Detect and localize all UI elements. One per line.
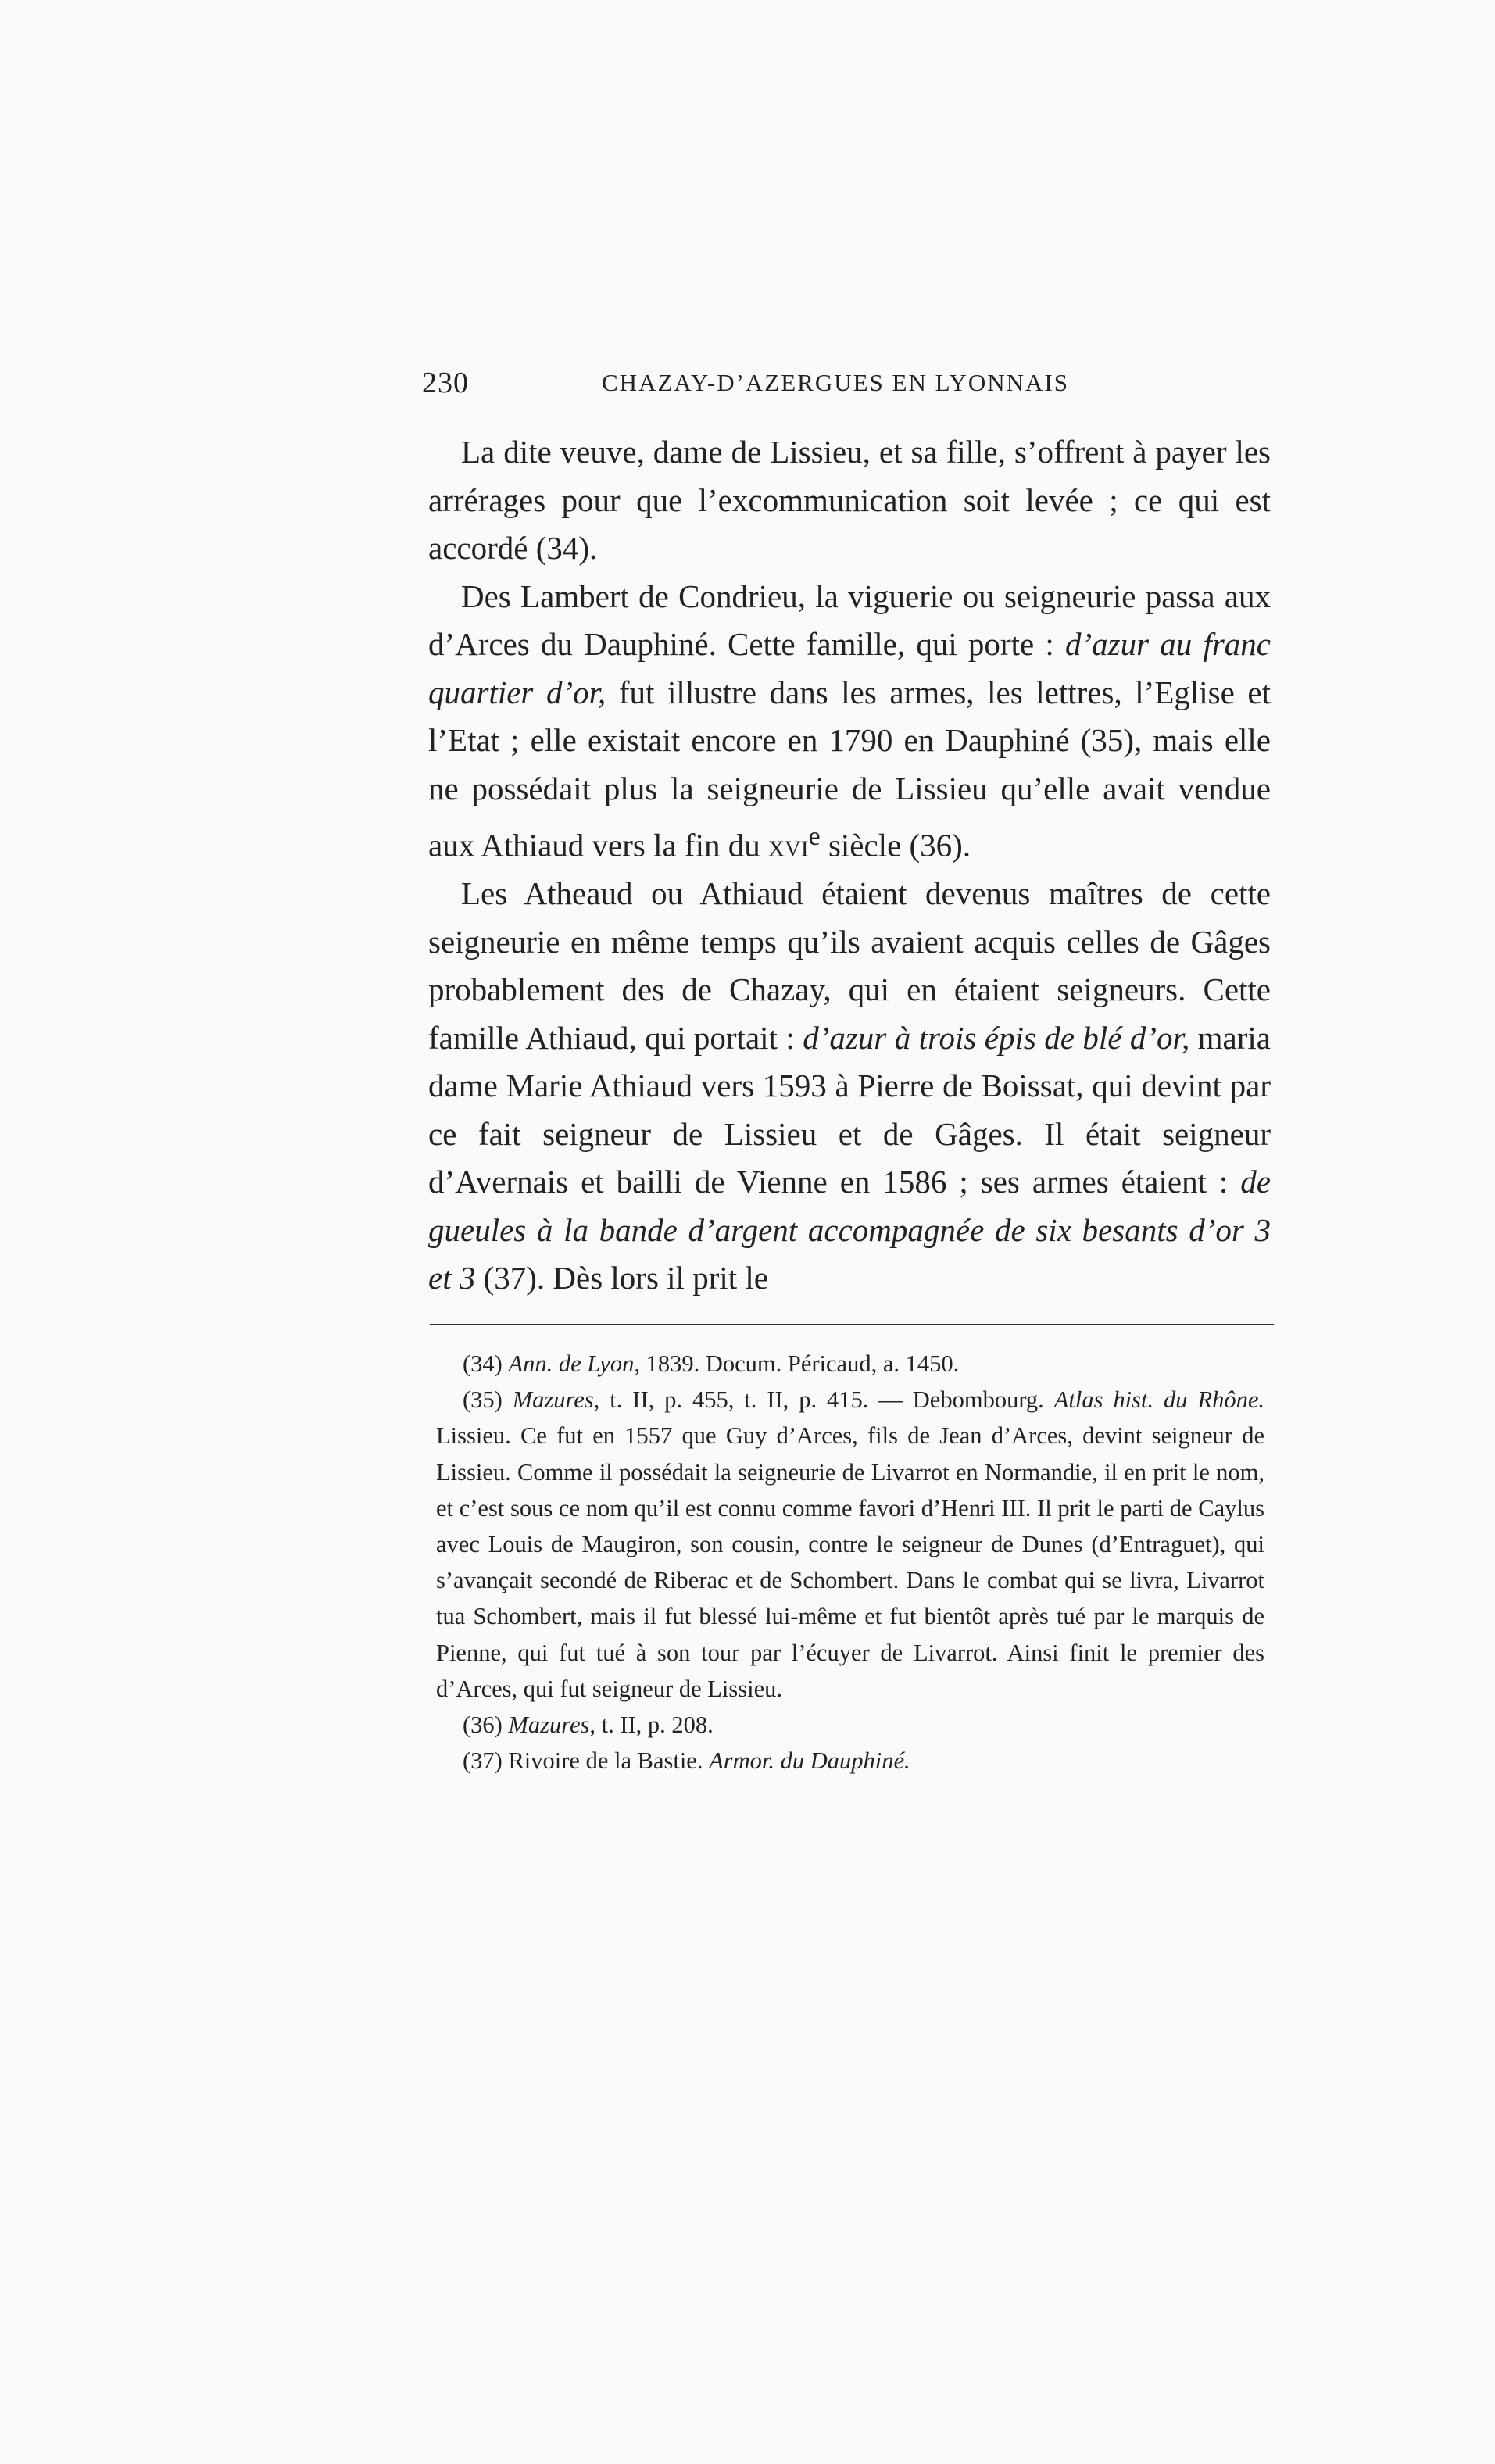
page-number: 230 (422, 367, 469, 399)
footnote-37-source: Armor. du Dauphiné. (709, 1747, 910, 1775)
footnote-35 (436, 1382, 1264, 1707)
blazon-arces: d’azur au franc quartier d’or, (428, 626, 1271, 710)
paragraph-3-text-a: Les Atheaud ou Athiaud étaient devenus maîtres de cette seigneurie en même temps qu’ils avaient acquis celles de Gâges probablement des de Chazay, qui en étaient seigneurs. Cette famille Athiaud, qui portait : (428, 875, 1271, 1056)
century-numeral: xvi (767, 827, 809, 864)
footnote-35-source: Mazures, (512, 1386, 600, 1414)
paragraph-2-text-c: siècle (36). (820, 827, 971, 864)
footnote-37-number: (37) (463, 1747, 509, 1775)
paragraph-2-text-b: fut illustre dans les armes, les lettres, l’Eglise et l’Etat ; elle existait encore en 1790 en Dauphiné (35), mais elle ne possédait plus la seigneurie de Lissieu qu’elle avait vendue aux Athiaud vers la fin du (428, 674, 1271, 864)
footnote-36 (436, 1707, 1264, 1743)
paragraph-2-text-a: Des Lambert de Condrieu, la viguerie ou seigneurie passa aux d’Arces du Dauphiné. Cette famille, qui porte : (428, 578, 1271, 662)
footnotes (436, 1346, 1264, 1779)
footnote-36-number: (36) (463, 1711, 509, 1739)
footnote-35-atlas: Atlas hist. du Rhône. (1053, 1386, 1265, 1414)
footnote-36-text: t. II, p. 208. (595, 1711, 714, 1739)
footnote-divider (430, 1324, 1274, 1325)
paragraph-2 (428, 573, 1271, 871)
blazon-boissat: de gueules à la bande d’argent accompagnée de six besants d’or 3 et 3 (428, 1164, 1271, 1296)
century-superscript: e (808, 822, 821, 851)
paragraph-3 (428, 870, 1271, 1303)
paragraph-1 (428, 428, 1271, 573)
footnote-37-text: Rivoire de la Bastie. (508, 1747, 710, 1775)
paragraph-3-text-b: maria dame Marie Athiaud vers 1593 à Pierre de Boissat, qui devint par ce fait seigneur de Lissieu et de Gâges. Il était seigneur d’Avernais et bailli de Vienne en 1586 ; ses armes étaient : (428, 1019, 1271, 1200)
footnote-34-number: (34) (463, 1350, 509, 1377)
main-text (428, 428, 1271, 1303)
blazon-athiaud: d’azur à trois épis de blé d’or, (803, 1019, 1190, 1056)
paragraph-3-text-c: (37). Dès lors il prit le (475, 1260, 768, 1296)
page-header (422, 366, 1110, 405)
footnote-34-source: Ann. de Lyon, (508, 1350, 640, 1377)
footnote-35-text-a: t. II, p. 455, t. II, p. 415. — Debombourg. (599, 1386, 1054, 1414)
footnote-34 (436, 1346, 1264, 1382)
running-title: CHAZAY-D’AZERGUES EN LYONNAIS (602, 369, 1069, 396)
paragraph-1-text: La dite veuve, dame de Lissieu, et sa fille, s’offrent à payer les arrérages pour que l’excommunication soit levée ; ce qui est accordé (34). (428, 434, 1271, 566)
footnote-35-text-b: Lissieu. Ce fut en 1557 que Guy d’Arces, fils de Jean d’Arces, devint seigneur de Lissieu. Comme il possédait la seigneurie de Livarrot en Normandie, il en prit le nom, et c’est sous ce nom qu’il est connu comme favori d’Henri III. Il prit le parti de Caylus avec Louis de Maugiron, son cousin, contre le seigneur de Dunes (d’Entraguet), qui s’avançait secondé de Riberac et de Schombert. Dans le combat qui se livra, Livarrot tua Schombert, mais il fut blessé lui-même et fut bientôt après tué par le marquis de Pienne, qui fut tué à son tour par l’écuyer de Livarrot. Ainsi finit le premier des d’Arces, qui fut seigneur de Lissieu. (436, 1422, 1264, 1702)
footnote-34-text: 1839. Docum. Péricaud, a. 1450. (639, 1350, 960, 1377)
footnote-37 (436, 1743, 1264, 1779)
footnote-36-source: Mazures, (508, 1711, 595, 1739)
footnote-35-number: (35) (463, 1386, 513, 1414)
